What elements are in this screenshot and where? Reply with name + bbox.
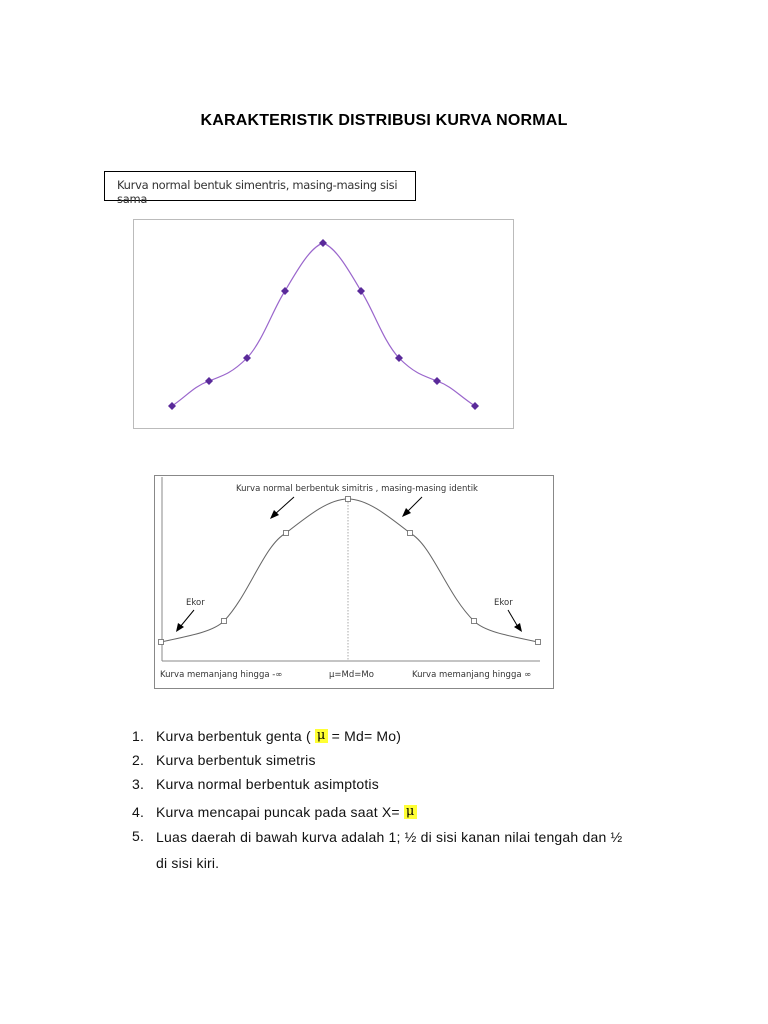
figure2-bottom-right: Kurva memanjang hingga ∞ xyxy=(412,670,532,680)
curve-marker xyxy=(408,531,413,536)
list-item: 4. Kurva mencapai puncak pada saat X= μ xyxy=(132,804,415,820)
characteristics-list xyxy=(132,724,692,876)
list-item: 3. Kurva normal berbentuk asimptotis xyxy=(132,776,379,792)
list-item: 1. Kurva berbentuk genta ( μ = Md= Mo) xyxy=(132,728,402,744)
arrow-ekor-right xyxy=(508,610,518,627)
figure1-frame xyxy=(134,220,514,429)
figure2-curve xyxy=(161,499,538,642)
curve-marker xyxy=(472,619,477,624)
figure2-ekor-right: Ekor xyxy=(494,598,513,608)
list-item: 2. Kurva berbentuk simetris xyxy=(132,752,316,768)
figure2-bottom-left: Kurva memanjang hingga -∞ xyxy=(160,670,283,680)
list-item: 5. Luas daerah di bawah kurva adalah 1; ½ di sisi kanan nilai tengah dan ½ di sisi kiri. xyxy=(132,828,623,871)
curve-marker xyxy=(281,287,289,295)
curve-marker xyxy=(205,377,213,385)
curve-marker xyxy=(357,287,365,295)
figure1-curve xyxy=(172,243,475,406)
curve-marker xyxy=(284,531,289,536)
caption-box: Kurva normal bentuk simentris, masing-masing sisi sama xyxy=(104,171,416,201)
curve-marker xyxy=(536,640,541,645)
curve-marker xyxy=(471,402,479,410)
curve-marker xyxy=(346,497,351,502)
arrow-left-annotation xyxy=(274,497,294,515)
mu-symbol-icon: μ xyxy=(316,728,326,743)
curve-marker xyxy=(159,640,164,645)
curve-marker xyxy=(168,402,176,410)
figure2-frame xyxy=(155,476,554,689)
figure-normal-curve-annotated xyxy=(154,475,554,689)
curve-marker xyxy=(319,239,327,247)
figure-bell-curve-markers xyxy=(133,219,514,429)
curve-marker xyxy=(222,619,227,624)
curve-marker xyxy=(433,377,441,385)
page-title: KARAKTERISTIK DISTRIBUSI KURVA NORMAL xyxy=(200,112,568,129)
figure2-bottom-center: μ=Md=Mo xyxy=(329,670,374,680)
arrowhead-ekor-right-icon xyxy=(514,623,522,632)
arrow-ekor-left xyxy=(180,610,194,627)
figure2-ekor-left: Ekor xyxy=(186,598,205,608)
mu-symbol-icon: μ xyxy=(405,804,415,819)
figure2-annotation: Kurva normal berbentuk simitris , masing-masing identik xyxy=(236,484,478,494)
